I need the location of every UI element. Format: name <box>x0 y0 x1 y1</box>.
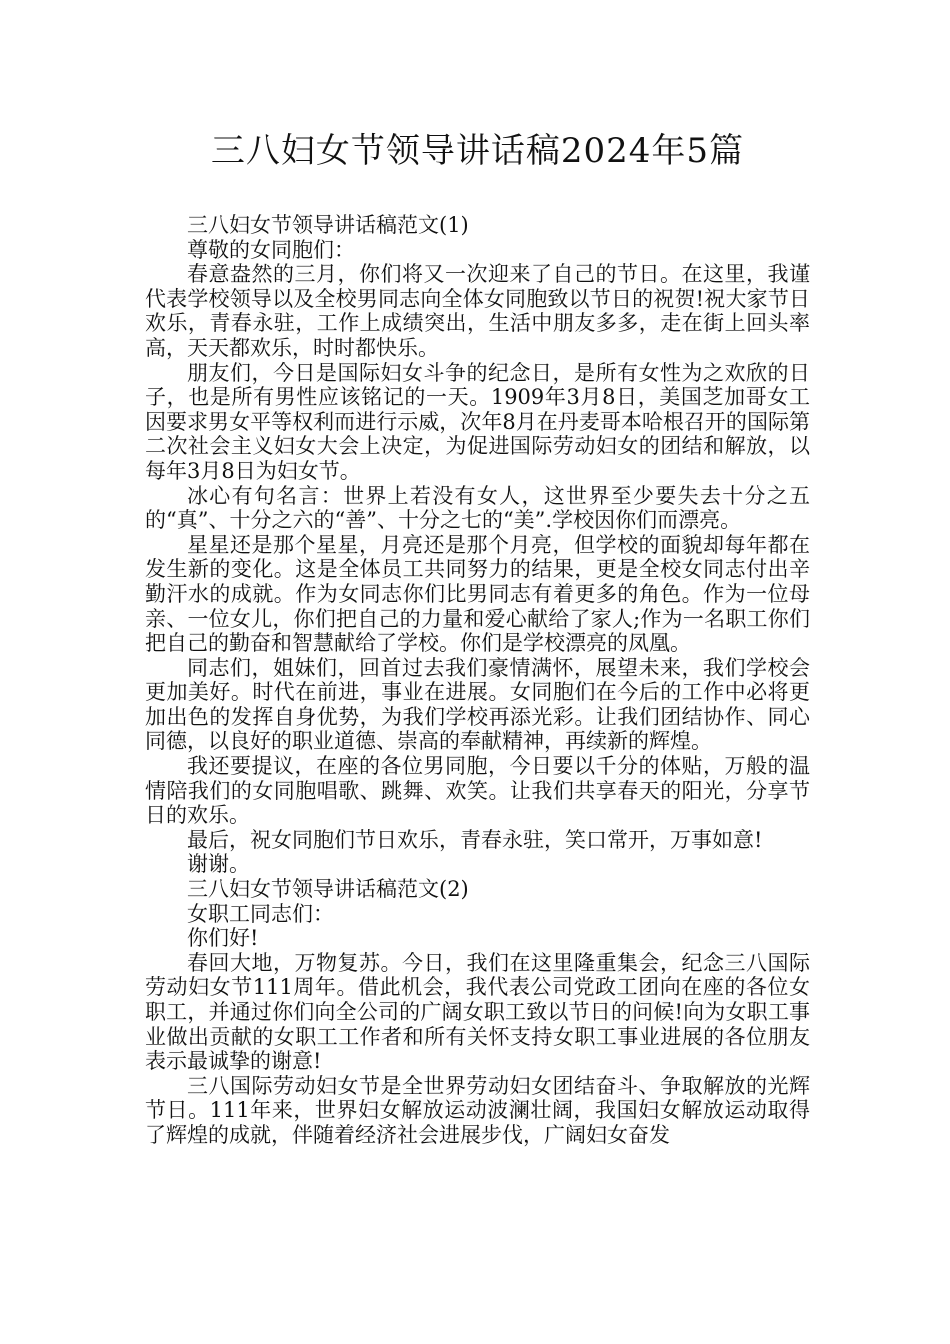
salutation: 尊敬的女同胞们： <box>187 237 355 262</box>
paragraph: 春意盎然的三月，你们将又一次迎来了自己的节日。在这里，我谨代表学校领导以及全校男同志向全体女同胞致以节日的祝贺!祝大家节日欢乐，青春永驻，工作上成绩突出，生活中朋友多多，走在街上回头率高，天天都欢乐，时时都快乐。 <box>145 262 810 360</box>
greeting: 你们好! <box>187 926 259 951</box>
paragraph: 春回大地，万物复苏。今日，我们在这里隆重集会，纪念三八国际劳动妇女节111周年。借此机会，我代表公司党政工团向在座的各位女职工，并通过你们向全公司的广阔女职工致以节日的问候!向为女职工事业做出贡献的女职工工作者和所有关怀支持女职工事业进展的各位朋友表示最诚挚的谢意! <box>145 950 810 1074</box>
salutation: 女职工同志们： <box>187 901 334 926</box>
paragraph: 我还要提议，在座的各位男同胞，今日要以千分的体贴，万般的温情陪我们的女同胞唱歌、跳舞、欢笑。让我们共享春天的阳光，分享节日的欢乐。 <box>145 754 810 828</box>
section-heading-2: 三八妇女节领导讲话稿范文(2) <box>187 877 469 902</box>
paragraph: 冰心有句名言：世界上若没有女人，这世界至少要失去十分之五的“真”、十分之六的“善”、十分之七的“美”.学校因你们而漂亮。 <box>145 483 810 533</box>
paragraph: 星星还是那个星星，月亮还是那个月亮，但学校的面貌却每年都在发生新的变化。这是全体员工共同努力的结果，更是全校女同志付出辛勤汗水的成就。作为女同志你们比男同志有着更多的角色。作为一位母亲、一位女儿，你们把自己的力量和爱心献给了家人;作为一名职工你们把自己的勤奋和智慧献给了学校。你们是学校漂亮的凤凰。 <box>145 532 810 656</box>
section-heading-1: 三八妇女节领导讲话稿范文(1) <box>187 213 469 237</box>
paragraph: 最后，祝女同胞们节日欢乐，青春永驻，笑口常开，万事如意! <box>187 827 763 852</box>
document-body <box>145 213 810 1148</box>
document-page <box>145 125 810 1148</box>
paragraph: 同志们，姐妹们，回首过去我们豪情满怀，展望未来，我们学校会更加美好。时代在前进，事业在进展。女同胞们在今后的工作中必将更加出色的发挥自身优势，为我们学校再添光彩。让我们团结协作、同心同德，以良好的职业道德、崇高的奉献精神，再续新的辉煌。 <box>145 655 810 754</box>
paragraph: 三八国际劳动妇女节是全世界劳动妇女团结奋斗、争取解放的光辉节日。111年来，世界妇女解放运动波澜壮阔，我国妇女解放运动取得了辉煌的成就，伴随着经济社会进展步伐，广阔妇女奋发 <box>145 1073 810 1147</box>
closing: 谢谢。 <box>187 852 250 877</box>
document-title: 三八妇女节领导讲话稿2024年5篇 <box>210 131 745 171</box>
paragraph: 朋友们，今日是国际妇女斗争的纪念日，是所有女性为之欢欣的日子，也是所有男性应该铭记的一天。1909年3月8日，美国芝加哥女工因要求男女平等权利而进行示威，次年8月在丹麦哥本哈根召开的国际第二次社会主义妇女大会上决定，为促进国际劳动妇女的团结和解放，以每年3月8日为妇女节。 <box>145 360 810 483</box>
